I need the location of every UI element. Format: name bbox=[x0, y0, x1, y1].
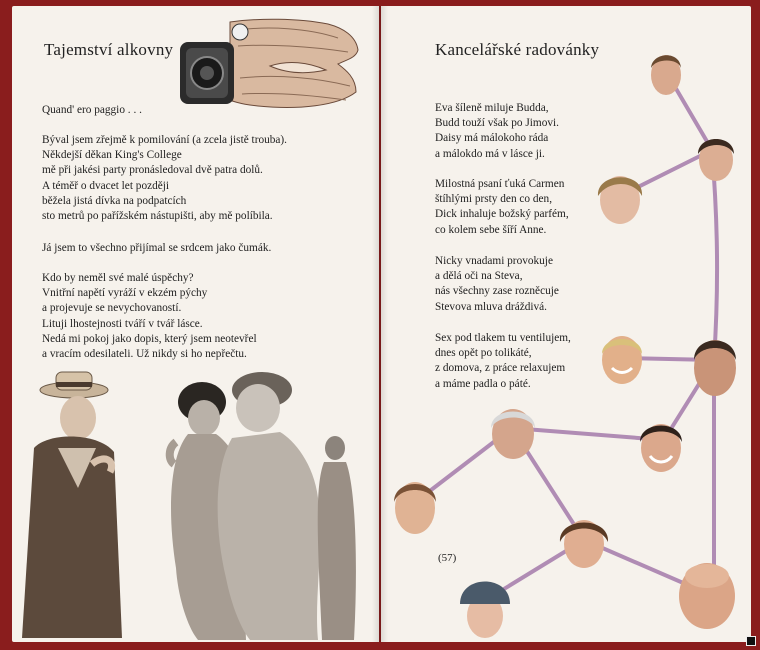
face-woman-smiling bbox=[596, 330, 648, 388]
face-bald-man bbox=[676, 560, 738, 632]
face-gray-haired-man bbox=[486, 402, 540, 462]
left-stanza-4: Kdo by neměl své malé úspěchy? Vnitřní napětí vyráží v ekzém pýchy a projevuje se nevychovaností. Lituji lhostejnosti tváří v tvář lásce. Nedá mi pokoj jako dopis, který jsem neotevřel a vracím odesilateli. Už nikdy si ho nepřečtu. bbox=[42, 272, 257, 361]
left-stanza-1: Quand' ero paggio . . . bbox=[42, 104, 142, 116]
right-stanza-3: Nicky vnadami provokuje a dělá oči na Steva, nás všechny zase rozněcuje Stevova mluva dráždivá. bbox=[435, 255, 559, 313]
left-page-title: Tajemství alkovny bbox=[44, 40, 174, 59]
right-stanza-1: Eva šíleně miluje Budda, Budd touží však po Jimovi. Daisy má málokoho ráda a málokdo má v lásce ji. bbox=[435, 102, 559, 160]
face-woman-blonde bbox=[594, 166, 646, 228]
page-number: (57) bbox=[438, 552, 457, 564]
face-woman-knit-hat bbox=[456, 574, 514, 640]
face-young-man bbox=[694, 130, 738, 184]
face-woman-brunette bbox=[556, 512, 612, 572]
left-stanza-2: Býval jsem zřejmě k pomilování (a zcela jistě trouba). Někdejší děkan King's College mě při jakési party pronásledoval dvě patra dolů. A téměř o dvacet let později běžela jistá dívka na podpatcích sto metrů po pařížském nástupišti, aby mě políbila. bbox=[42, 134, 287, 223]
face-laughing-man bbox=[636, 414, 686, 476]
corner-marker bbox=[746, 636, 756, 646]
right-stanza-2: Milostná psaní ťuká Carmen štíhlými prsty den co den, Dick inhaluje božský parfém, co kolem sebe šíří Anne. bbox=[435, 178, 569, 236]
left-stanza-3: Já jsem to všechno přijímal se srdcem jako čumák. bbox=[42, 242, 272, 254]
face-boy bbox=[390, 472, 440, 538]
face-man-top bbox=[648, 46, 684, 100]
face-dark-haired-man bbox=[690, 330, 740, 400]
right-page-title: Kancelářské radovánky bbox=[435, 40, 600, 59]
right-stanza-4: Sex pod tlakem tu ventilujem, dnes opět po tolikáté, z domova, z práce relaxujem a máme padla o páté. bbox=[435, 332, 571, 390]
